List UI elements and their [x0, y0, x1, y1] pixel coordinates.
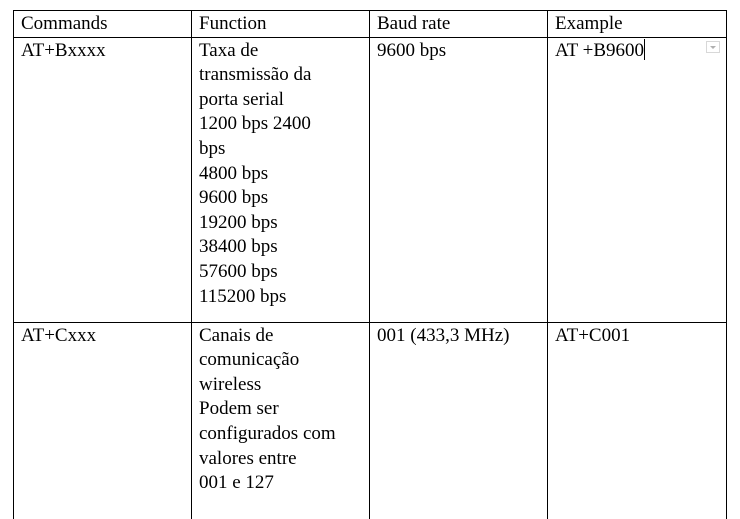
header-baud-rate[interactable]: Baud rate: [370, 11, 548, 38]
function-line: 9600 bps: [199, 187, 269, 209]
function-cell[interactable]: [192, 322, 370, 519]
function-line: Canais de: [199, 324, 274, 346]
table-header-row: [14, 11, 727, 38]
header-function[interactable]: Function: [192, 11, 370, 38]
baud-rate-cell[interactable]: 001 (433,3 MHz): [370, 322, 548, 519]
header-example[interactable]: Example: [548, 11, 727, 38]
function-line: Taxa de: [199, 39, 259, 61]
function-line: 38400 bps: [199, 236, 278, 258]
text-cursor: [644, 39, 645, 60]
function-line: comunicação: [199, 349, 300, 371]
function-line: 115200 bps: [199, 285, 287, 307]
at-commands-table: [13, 10, 727, 519]
table-row: [14, 37, 727, 322]
baud-rate-cell[interactable]: 9600 bps: [370, 37, 548, 322]
function-line: 57600 bps: [199, 260, 278, 282]
function-line: 19200 bps: [199, 211, 278, 233]
example-cell[interactable]: AT+C001: [548, 322, 727, 519]
table-row: [14, 322, 727, 519]
function-line: Podem ser: [199, 398, 279, 420]
function-line: configurados com: [199, 422, 336, 444]
header-commands[interactable]: Commands: [14, 11, 192, 38]
function-line: transmissão da: [199, 64, 312, 86]
function-line: valores entre: [199, 447, 297, 469]
chevron-down-icon[interactable]: [706, 41, 720, 53]
command-cell[interactable]: AT+Bxxxx: [14, 37, 192, 322]
function-line: porta serial: [199, 88, 284, 110]
function-line: 001 e 127: [199, 472, 274, 494]
example-cell[interactable]: [548, 37, 727, 322]
command-cell[interactable]: AT+Cxxx: [14, 322, 192, 519]
function-line: 4800 bps: [199, 162, 269, 184]
function-line: 1200 bps 2400: [199, 113, 311, 135]
function-line: bps: [199, 137, 226, 159]
function-cell[interactable]: [192, 37, 370, 322]
function-line: wireless: [199, 373, 262, 395]
example-text: AT +B9600: [555, 39, 645, 61]
